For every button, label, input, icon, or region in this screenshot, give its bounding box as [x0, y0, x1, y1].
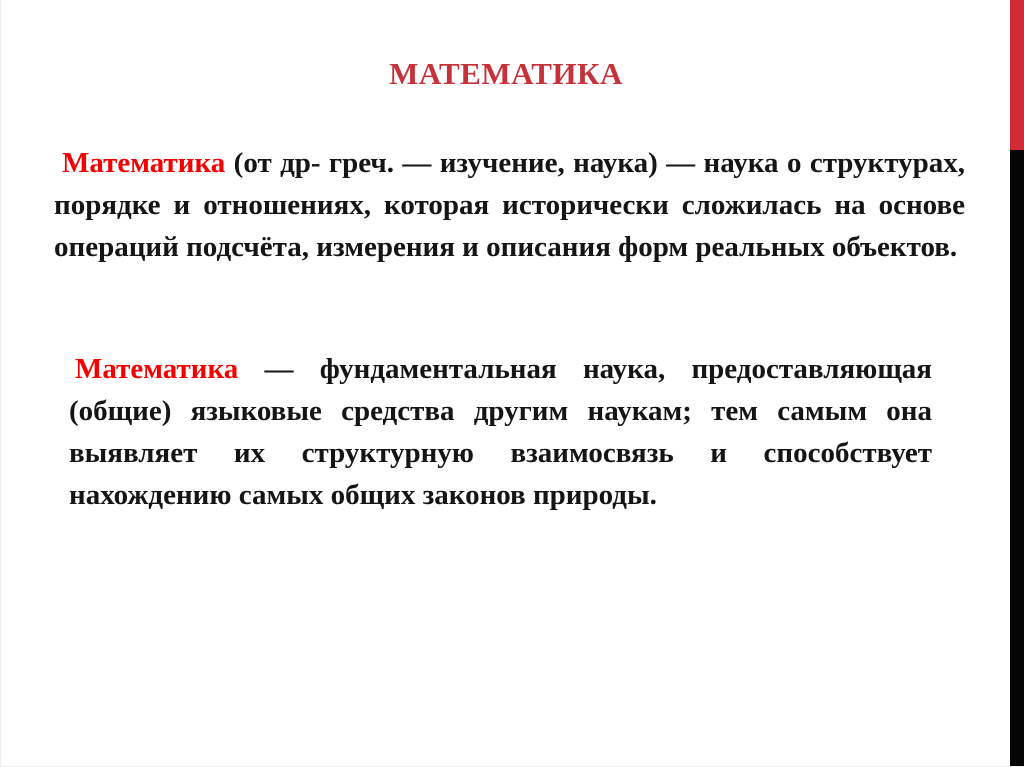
- paragraph-text: (от др- греч. — изучение, наука) — наука о структурах, порядке и отношениях, которая исторически сложилась на основе операций подсчёта, измерения и описания форм реальных объектов.: [54, 147, 965, 263]
- definition-paragraph: [54, 142, 965, 268]
- term-highlight: Математика: [62, 147, 226, 179]
- accent-stripe-black-segment: [1010, 150, 1024, 767]
- right-accent-stripe: [1010, 0, 1024, 767]
- fundamental-science-paragraph: [69, 348, 932, 516]
- paragraph-text: — фундаментальная наука, предоставляющая (общие) языковые средства другим наукам; тем самым она выявляет их структурную взаимосвязь и способствует нахождению самых общих законов природы.: [69, 353, 932, 511]
- accent-stripe-red-segment: [1010, 0, 1024, 150]
- term-highlight: Математика: [75, 353, 239, 385]
- slide-title: МАТЕМАТИКА: [389, 56, 623, 91]
- slide-content: [1, 0, 1011, 767]
